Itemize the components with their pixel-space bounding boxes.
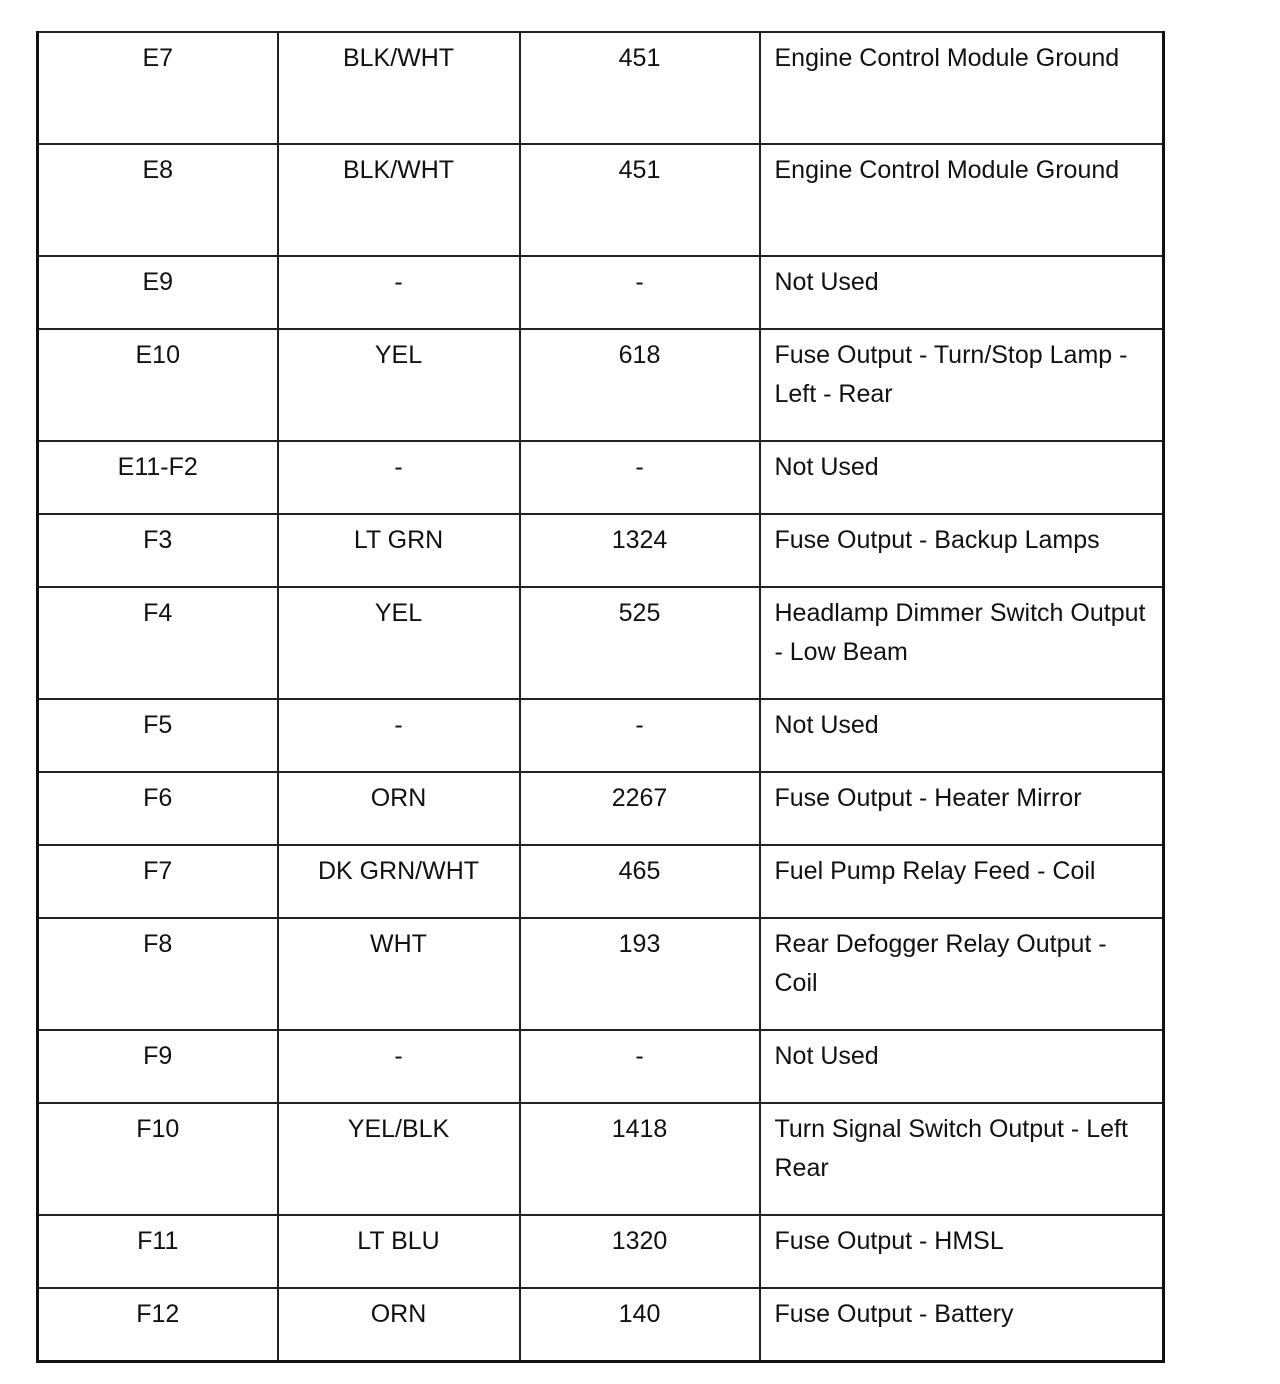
circuit-number-cell: 465	[520, 845, 760, 918]
table-row	[38, 1288, 1164, 1361]
function-cell: Not Used	[760, 441, 1164, 514]
pin-cell: E10	[38, 329, 278, 441]
function-cell: Fuse Output - Battery	[760, 1288, 1164, 1361]
pin-cell: F4	[38, 587, 278, 699]
wire-color-cell: -	[278, 256, 520, 329]
table-body	[38, 32, 1164, 1361]
function-cell: Not Used	[760, 256, 1164, 329]
pin-cell: F9	[38, 1030, 278, 1103]
wire-color-cell: BLK/WHT	[278, 32, 520, 144]
circuit-number-cell: 525	[520, 587, 760, 699]
circuit-number-cell: 1324	[520, 514, 760, 587]
function-cell: Headlamp Dimmer Switch Output - Low Beam	[760, 587, 1164, 699]
circuit-number-cell: 140	[520, 1288, 760, 1361]
pin-cell: F8	[38, 918, 278, 1030]
function-cell: Fuse Output - HMSL	[760, 1215, 1164, 1288]
circuit-number-cell: 2267	[520, 772, 760, 845]
pin-cell: F3	[38, 514, 278, 587]
wire-color-cell: -	[278, 441, 520, 514]
function-cell: Fuel Pump Relay Feed - Coil	[760, 845, 1164, 918]
pin-cell: F11	[38, 1215, 278, 1288]
table-row	[38, 514, 1164, 587]
pin-cell: F10	[38, 1103, 278, 1215]
wire-color-cell: BLK/WHT	[278, 144, 520, 256]
wire-color-cell: -	[278, 699, 520, 772]
function-cell: Fuse Output - Heater Mirror	[760, 772, 1164, 845]
wire-color-cell: ORN	[278, 1288, 520, 1361]
table-row	[38, 699, 1164, 772]
function-cell: Fuse Output - Turn/Stop Lamp - Left - Rear	[760, 329, 1164, 441]
pin-cell: F6	[38, 772, 278, 845]
table-row	[38, 845, 1164, 918]
pin-cell: E7	[38, 32, 278, 144]
circuit-number-cell: -	[520, 1030, 760, 1103]
circuit-number-cell: 451	[520, 144, 760, 256]
table-row	[38, 441, 1164, 514]
function-cell: Fuse Output - Backup Lamps	[760, 514, 1164, 587]
wire-color-cell: LT GRN	[278, 514, 520, 587]
table-row	[38, 1030, 1164, 1103]
wire-color-cell: WHT	[278, 918, 520, 1030]
pin-cell: F12	[38, 1288, 278, 1361]
circuit-number-cell: -	[520, 256, 760, 329]
function-cell: Not Used	[760, 699, 1164, 772]
wire-color-cell: -	[278, 1030, 520, 1103]
table-row	[38, 32, 1164, 144]
pin-cell: E9	[38, 256, 278, 329]
wire-color-cell: YEL	[278, 329, 520, 441]
table-row	[38, 1103, 1164, 1215]
table-row	[38, 772, 1164, 845]
function-cell: Rear Defogger Relay Output - Coil	[760, 918, 1164, 1030]
table-row	[38, 587, 1164, 699]
circuit-number-cell: -	[520, 699, 760, 772]
circuit-number-cell: 451	[520, 32, 760, 144]
table-row	[38, 918, 1164, 1030]
function-cell: Engine Control Module Ground	[760, 144, 1164, 256]
wire-color-cell: LT BLU	[278, 1215, 520, 1288]
table-row	[38, 256, 1164, 329]
pin-cell: F7	[38, 845, 278, 918]
circuit-number-cell: 1418	[520, 1103, 760, 1215]
pin-cell: E8	[38, 144, 278, 256]
pin-cell: F5	[38, 699, 278, 772]
table-row	[38, 1215, 1164, 1288]
table-row	[38, 329, 1164, 441]
circuit-number-cell: -	[520, 441, 760, 514]
circuit-number-cell: 193	[520, 918, 760, 1030]
wire-color-cell: ORN	[278, 772, 520, 845]
function-cell: Turn Signal Switch Output - Left Rear	[760, 1103, 1164, 1215]
connector-pinout-table	[36, 31, 1165, 1363]
function-cell: Not Used	[760, 1030, 1164, 1103]
circuit-number-cell: 1320	[520, 1215, 760, 1288]
circuit-number-cell: 618	[520, 329, 760, 441]
pin-cell: E11-F2	[38, 441, 278, 514]
function-cell: Engine Control Module Ground	[760, 32, 1164, 144]
table-row	[38, 144, 1164, 256]
wire-color-cell: YEL/BLK	[278, 1103, 520, 1215]
wire-color-cell: YEL	[278, 587, 520, 699]
wire-color-cell: DK GRN/WHT	[278, 845, 520, 918]
